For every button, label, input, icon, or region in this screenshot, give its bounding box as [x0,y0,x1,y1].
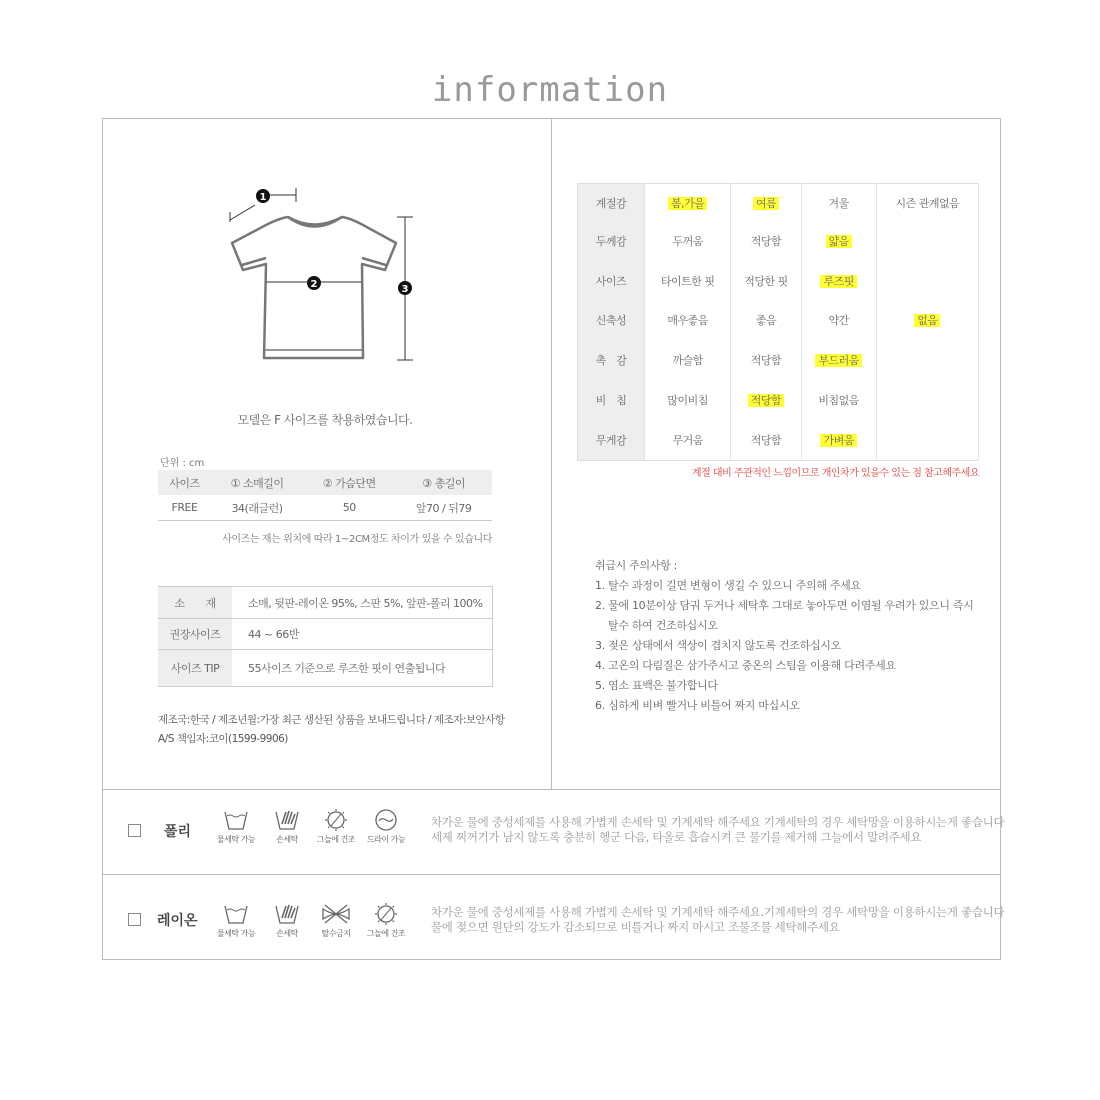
feel-key: 촉 감 [578,340,645,380]
feel-value: 부드러움 [815,354,862,367]
care-line-2-cont: 탈수 하여 건조하십시오 [608,619,718,632]
hand-wash-item [263,808,311,845]
material-value: 소매, 뒷판-레이온 95%, 스판 5%, 앞판-폴리 100% [232,587,493,619]
feel-value: 적당함 [750,234,782,248]
dry-clean-icon [373,808,399,832]
size-cell: 50 [303,495,395,521]
feel-value: 무거움 [672,433,703,447]
feel-value: 적당함 [750,354,782,368]
feel-cell [801,380,876,420]
feel-row [578,420,979,460]
water-wash-item [212,902,260,939]
feel-cell [731,184,801,222]
table-row [158,650,493,687]
feel-note: 계절 대비 주관적인 느낌이므로 개인차가 있을수 있는 점 참고해주세요 [691,468,979,479]
material-value: 55사이즈 기준으로 루즈한 핏이 연출됩니다 [232,650,493,687]
origin-line-2: A/S 책임자:코이(1599-9906) [158,733,288,745]
fabric-label-rayon: 레이온 [157,913,198,929]
feel-cell [645,184,731,222]
size-header-cell: ③ 총길이 [395,470,492,495]
feel-cell [801,261,876,301]
size-header-cell: ① 소매길이 [211,470,303,495]
feel-cell [876,261,978,301]
material-key: 소 재 [158,587,232,619]
wash-divider-middle [102,874,1001,875]
feel-value: 없음 [914,314,940,327]
material-table [158,586,493,687]
feel-value: 적당함 [750,433,782,447]
feel-cell [731,380,801,420]
material-key: 사이즈 TIP [158,650,232,687]
feel-cell [876,380,978,420]
feel-table [577,183,979,461]
size-note: 사이즈는 재는 위치에 따라 1~2CM정도 차이가 있을 수 있습니다 [222,534,492,545]
wash-text-poly-1: 차가운 물에 중성세제를 사용해 가볍게 손세탁 및 기계세탁 해주세요 기계세탁의 경우 세탁망을 이용하시는게 좋습니다 [431,815,1005,829]
feel-cell [801,340,876,380]
feel-cell [801,221,876,261]
feel-value: 가벼움 [820,434,856,447]
feel-value: 적당함 [748,394,784,407]
wash-text-rayon-2: 물에 젖으면 원단의 강도가 감소되므로 비틀거나 짜지 마시고 조물조물 세탁해주세요 [431,920,840,934]
feel-value: 좋음 [755,314,777,328]
marker-1 [256,189,270,203]
wash-text-poly-2: 세제 찌꺼기가 남지 않도록 충분히 헹군 다음, 타올로 흡습시켜 큰 물기를 제거해 그늘에서 말려주세요 [431,830,922,844]
feel-cell [645,221,731,261]
feel-cell [801,184,876,222]
svg-text:1: 1 [259,192,267,203]
icon-label: 손세탁 [276,929,298,938]
feel-row [578,261,979,301]
wash-divider-top [102,789,1001,790]
feel-cell [645,340,731,380]
feel-key: 신축성 [578,301,645,341]
page-title: information [431,70,669,110]
shade-dry-item [362,902,410,939]
size-cell: 34(래글런) [211,495,303,521]
feel-value: 여름 [753,197,779,210]
tshirt-diagram [225,183,425,368]
feel-value: 루즈핏 [820,275,856,288]
svg-text:3: 3 [401,284,409,295]
feel-key: 계절감 [578,184,645,222]
origin-line-1: 제조국:한국 / 제조년월:가장 최근 생산된 상품을 보내드립니다 / 제조자:보안사항 [158,714,505,726]
icon-label: 물세탁 가능 [216,929,256,938]
table-row [158,587,493,619]
icon-label: 그늘에 건조 [316,835,356,844]
feel-row [578,301,979,341]
feel-cell [801,301,876,341]
size-header-cell: ② 가슴단면 [303,470,395,495]
hand-wash-icon [274,808,300,832]
feel-cell [731,261,801,301]
size-cell: FREE [158,495,211,521]
feel-cell [645,301,731,341]
table-row [158,495,492,521]
feel-cell [876,340,978,380]
dry-clean-item [362,808,410,845]
checkbox-rayon[interactable] [128,913,141,926]
feel-value: 겨울 [828,196,849,210]
feel-row [578,221,979,261]
care-line-1: 1. 탈수 과정이 길면 변형이 생길 수 있으니 주의해 주세요 [595,579,861,592]
feel-cell [876,184,978,222]
unit-label: 단위 : cm [160,458,205,469]
feel-key: 사이즈 [578,261,645,301]
feel-key: 비 침 [578,380,645,420]
feel-value: 매우좋음 [667,314,708,328]
checkbox-poly[interactable] [128,824,141,837]
marker-2 [307,276,321,290]
feel-cell [731,340,801,380]
care-line-6: 6. 심하게 비벼 빨거나 비틀어 짜지 마십시오 [595,699,800,712]
feel-row [578,340,979,380]
material-key: 권장사이즈 [158,619,232,650]
size-cell: 앞70 / 뒤79 [395,495,492,521]
svg-text:2: 2 [310,279,318,290]
icon-label: 드라이 가능 [366,835,406,844]
feel-value: 약간 [828,314,849,328]
icon-label: 물세탁 가능 [216,835,256,844]
shade-dry-icon [372,902,400,926]
water-wash-icon [223,808,249,832]
hand-wash-item [263,902,311,939]
care-line-4: 4. 고온의 다림질은 삼가주시고 중온의 스팀을 이용해 다려주세요 [595,659,896,672]
icon-label: 그늘에 건조 [366,929,406,938]
feel-key: 무게감 [578,420,645,460]
no-wring-icon [321,902,351,926]
water-wash-icon [223,902,249,926]
table-row [158,619,493,650]
size-table-header [158,470,492,495]
icon-label: 손세탁 [276,835,298,844]
feel-cell [645,420,731,460]
size-header-cell: 사이즈 [158,470,211,495]
care-line-3: 3. 젖은 상태에서 색상이 겹치지 않도록 건조하십시오 [595,639,841,652]
feel-cell [801,420,876,460]
feel-cell [731,420,801,460]
feel-value: 얇음 [826,235,852,248]
care-title: 취급시 주의사항 : [595,559,678,572]
care-line-2: 2. 물에 10분이상 담궈 두거나 세탁후 그대로 놓아두면 이염될 우려가 있으니 즉시 [595,599,974,612]
feel-value: 시즌 관계없음 [895,196,960,210]
feel-value: 많이비침 [667,394,708,408]
feel-cell [731,221,801,261]
feel-row [578,380,979,420]
feel-value: 비침없음 [818,394,859,408]
vertical-divider [551,118,552,790]
feel-cell [645,261,731,301]
feel-value: 까슬함 [672,354,703,368]
care-line-5: 5. 염소 표백은 불가합니다 [595,679,718,692]
marker-3 [398,281,412,295]
model-note: 모델은 F 사이즈를 착용하였습니다. [237,413,413,427]
shade-dry-item [312,808,360,845]
icon-label: 탈수금지 [321,929,351,938]
wash-text-rayon-1: 차가운 물에 중성세제를 사용해 가볍게 손세탁 및 기계세탁 해주세요.기계세탁의 경우 세탁망을 이용하시는게 좋습니다 [431,905,1005,919]
feel-value: 두꺼움 [672,234,703,248]
material-value: 44 ~ 66반 [232,619,493,650]
water-wash-item [212,808,260,845]
feel-cell [645,380,731,420]
feel-cell [731,301,801,341]
hand-wash-icon [274,902,300,926]
feel-cell [876,301,978,341]
shade-dry-icon [322,808,350,832]
feel-cell [876,420,978,460]
feel-key: 두께감 [578,221,645,261]
no-wring-item [312,902,360,939]
size-table [158,470,492,521]
fabric-label-poly: 폴리 [164,824,192,840]
feel-cell [876,221,978,261]
feel-value: 적당한 핏 [744,274,788,288]
feel-row [578,184,979,222]
feel-value: 봄,가을 [668,197,707,210]
feel-value: 타이트한 핏 [660,274,715,288]
